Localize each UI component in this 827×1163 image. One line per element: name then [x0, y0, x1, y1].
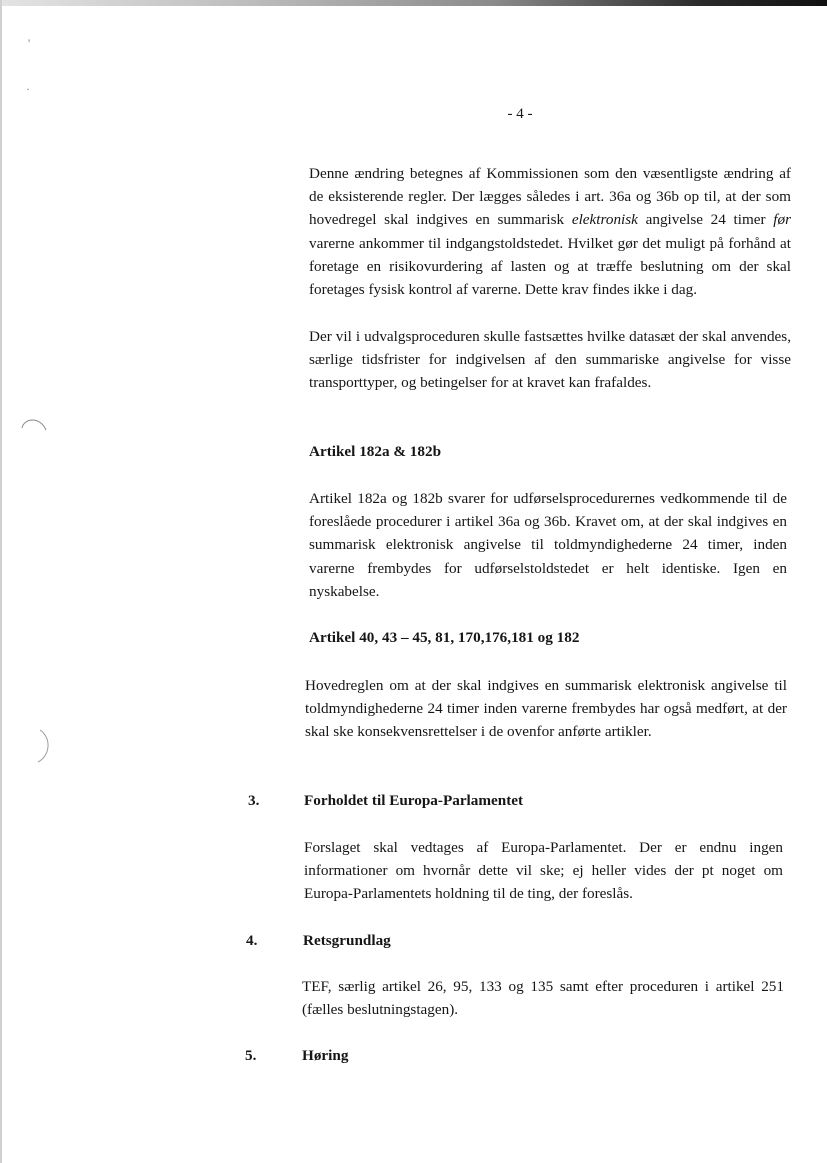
emphasis-foer: før: [773, 211, 792, 229]
article-182-body: Artikel 182a og 182b svarer for udførselsprocedurernes vedkommende til de foreslåede procedurer i artikel 36a og 36b. Kravet om, at der skal indgives en summarisk elektronisk angivelse til toldmyndighederne 24 timer, inden varerne frembydes for udførselstoldstedet er helt identiske. Igen en nyskabelse.: [309, 490, 787, 600]
page-number: - 4 -: [507, 106, 533, 122]
article-40-body: Hovedreglen om at der skal indgives en summarisk elektronisk angivelse til toldmyndighederne 24 timer inden varerne frembydes har også medført, at der skal ske konsekvensrettelser i de ovenfor anførte artikler.: [305, 677, 787, 741]
scan-speck: ·: [26, 82, 30, 96]
scan-speck: ': [28, 36, 31, 50]
intro-paragraph-1: Denne ændring betegnes af Kommissionen som den væsentligste ændring af de eksisterende regler. Der lægges således i art. 36a og 36b op til, at der som hovedregel skal indgives en summarisk elektronisk angivelse 24 timer før varerne ankommer til indgangstoldstedet. Hvilket gør det muligt på forhånd at foretage en risikovurdering af lasten og at træffe beslutning om der skal foretages fysisk kontrol af varerne. Dette krav findes ikke i dag.: [309, 165, 792, 299]
article-40-heading: Artikel 40, 43 – 45, 81, 170,176,181 og 182: [309, 629, 580, 646]
scan-top-edge: [0, 0, 827, 6]
punch-hole-mark: [18, 414, 52, 442]
intro-paragraph-2: Der vil i udvalgsproceduren skulle fastsættes hvilke datasæt der skal anvendes, særlige tidsfrister for indgivelsen af den summariske angivelse for visse transporttyper, og betingelser for at kravet kan frafaldes.: [309, 328, 791, 392]
section-3-body: Forslaget skal vedtages af Europa-Parlamentet. Der er endnu ingen informationer om hvornår dette vil ske; ej heller vides der pt noget om Europa-Parlamentets holdning til de ting, der foreslås.: [304, 839, 783, 903]
section-4-body: TEF, særlig artikel 26, 95, 133 og 135 samt efter proceduren i artikel 251 (fælles beslutningstagen).: [302, 978, 784, 1019]
section-3-heading: Forholdet til Europa-Parlamentet: [304, 792, 524, 809]
section-5-number: 5.: [245, 1047, 257, 1064]
article-182-heading: Artikel 182a & 182b: [309, 443, 442, 460]
emphasis-elektronisk: elektronisk: [571, 211, 638, 229]
punch-hole-mark: [30, 726, 54, 766]
section-4-number: 4.: [246, 932, 258, 949]
section-4-heading: Retsgrundlag: [303, 932, 391, 949]
scan-left-edge: [0, 0, 2, 1163]
section-5-heading: Høring: [302, 1047, 349, 1064]
section-3-number: 3.: [248, 792, 260, 809]
